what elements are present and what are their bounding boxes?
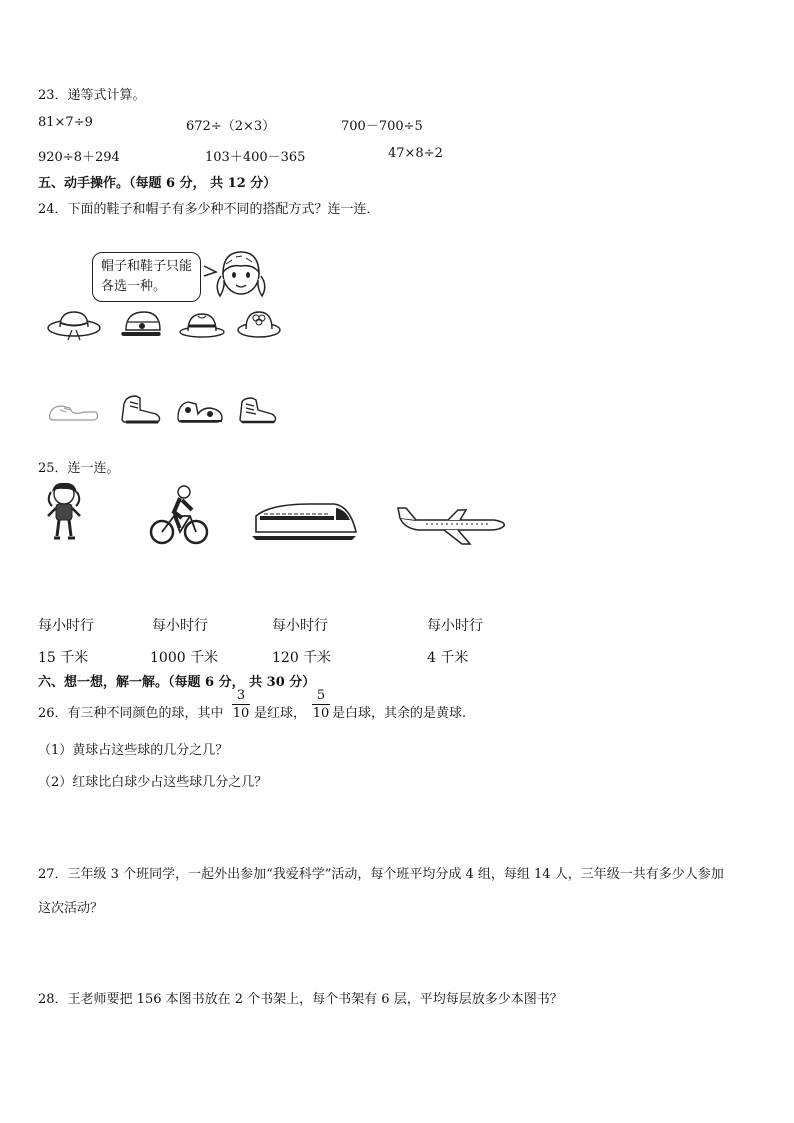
fraction-bar	[312, 704, 330, 705]
shoe-4-icon	[236, 394, 280, 426]
speed-value-4: 4 千米	[427, 650, 469, 666]
q27-line-1: 27．三年级 3 个班同学，一起外出参加“我爱科学”活动，每个班平均分成 4 组，每组 14 人，三年级一共有多少人参加	[38, 867, 724, 882]
q26-fraction-red-denominator: 10	[232, 706, 250, 721]
q23-expr-4: 920÷8＋294	[38, 150, 120, 165]
q23-expr-3: 700－700÷5	[341, 119, 423, 134]
q26-fraction-red-numerator: 3	[236, 688, 246, 703]
q27-line-2: 这次活动？	[38, 901, 104, 916]
speed-label-2: 每小时行	[152, 618, 208, 634]
speed-label-3: 每小时行	[272, 618, 328, 634]
hat-4-icon	[236, 306, 282, 340]
shoe-2-icon	[118, 392, 162, 426]
speed-value-3: 120 千米	[272, 650, 332, 666]
speed-label-1: 每小时行	[38, 618, 94, 634]
q25-title: 25．连一连。	[38, 461, 120, 476]
girl-face-icon	[212, 242, 270, 302]
fraction-bar	[232, 704, 250, 705]
q23-expr-6: 47×8÷2	[388, 146, 443, 161]
q23-expr-2: 672÷（2×3）	[186, 119, 276, 134]
speed-value-2: 1000 千米	[150, 650, 219, 666]
speed-value-1: 15 千米	[38, 650, 89, 666]
q26-fraction-white-numerator: 5	[316, 688, 326, 703]
section-5-heading: 五、动手操作。（每题 6 分， 共 12 分）	[38, 176, 277, 191]
cyclist-icon	[148, 484, 210, 548]
section-6-heading: 六、想一想，解一解。（每题 6 分， 共 30 分）	[38, 675, 316, 690]
speech-bubble: 帽子和鞋子只能 各选一种。	[92, 252, 201, 302]
walking-child-icon	[44, 480, 84, 542]
speed-label-4: 每小时行	[427, 618, 483, 634]
q26-fraction-red	[232, 688, 250, 721]
airplane-icon	[396, 502, 508, 546]
q26-text-suffix: 是白球，其余的是黄球.	[332, 706, 467, 721]
q26-sub-question-1: （1）黄球占这些球的几分之几？	[38, 743, 229, 758]
q23-expr-1: 81×7÷9	[38, 115, 93, 130]
q24-title: 24．下面的鞋子和帽子有多少种不同的搭配方式？连一连．	[38, 202, 380, 217]
q23-title: 23．递等式计算。	[38, 88, 146, 103]
q23-expr-5: 103＋400－365	[205, 150, 306, 165]
hat-1-icon	[46, 306, 102, 342]
q26-sub-question-2: （2）红球比白球少占这些球几分之几？	[38, 775, 268, 790]
q28-text: 28．王老师要把 156 本图书放在 2 个书架上，每个书架有 6 层，平均每层放多少本图书？	[38, 992, 563, 1007]
q26-fraction-white-denominator: 10	[312, 706, 330, 721]
high-speed-train-icon	[250, 496, 358, 544]
q26-fraction-white	[312, 688, 330, 721]
hat-3-icon	[178, 308, 226, 340]
shoe-1-icon	[48, 398, 100, 422]
hat-2-icon	[120, 306, 164, 342]
shoe-3-icon	[176, 394, 224, 424]
q26-text-mid: 是红球，	[254, 706, 307, 721]
q26-text-prefix: 26．有三种不同颜色的球，其中	[38, 706, 224, 721]
